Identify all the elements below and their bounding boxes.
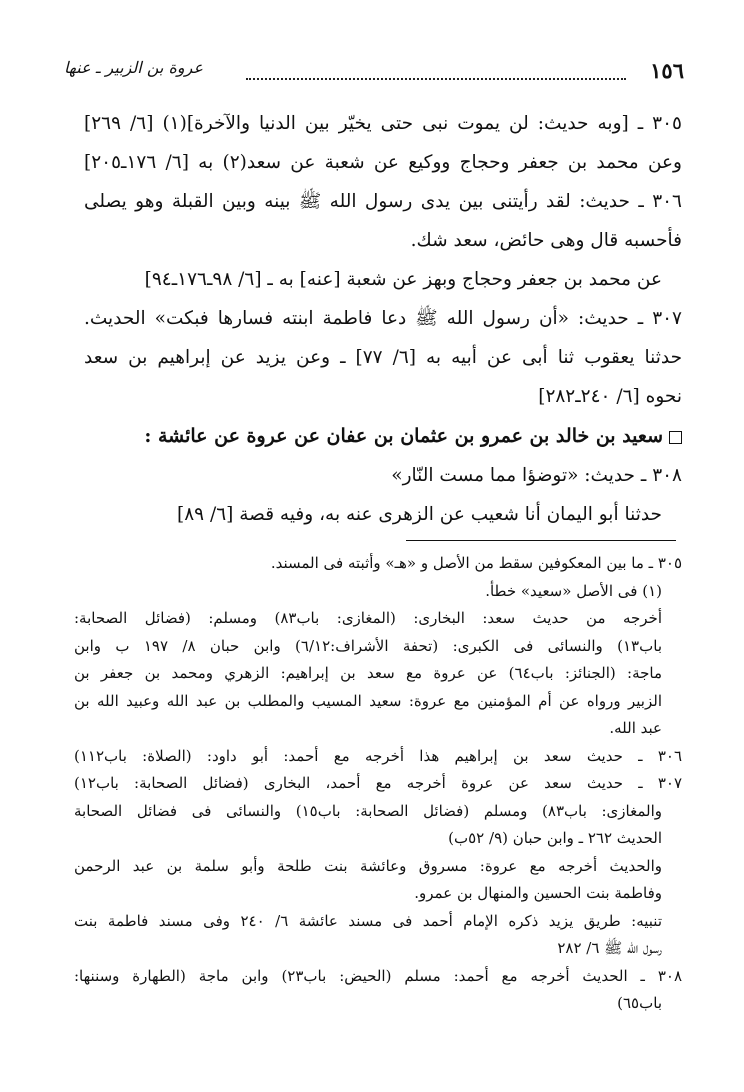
- text-line: ٣٠٥ ـ [وبه حديث: لن يموت نبى حتى يخيّر بين الدنيا والآخرة](١) [٦/ ٢٦٩]: [84, 113, 682, 134]
- text-line: نحوه [٦/ ٢٤٠ـ٢٨٢]: [538, 386, 682, 407]
- text-line: ٣٠٦ ـ حديث: لقد رأيتنى بين يدى رسول الله ﷺ بينه وبين القبلة وهو يصلى: [84, 191, 682, 212]
- footnote-line: باب٦٥): [617, 994, 662, 1012]
- footnote-line: وفاطمة بنت الحسين والمنهال بن عمرو.: [414, 884, 662, 902]
- text-line: وعن محمد بن جعفر وحجاج ووكيع عن شعبة عن سعد(٢) به [٦/ ١٧٦ـ٢٠٥]: [84, 152, 682, 173]
- footnote-line: ٣٠٧ ـ حديث سعد عن عروة أخرجه مع أحمد، البخارى (فضائل الصحابة: باب١٢): [74, 774, 682, 792]
- page-header: [64, 58, 684, 92]
- running-title: عروة بن الزبير ـ عنها: [64, 58, 204, 77]
- page-number: ١٥٦: [650, 58, 684, 83]
- footnote-line: الزبير ورواه عن أم المؤمنين مع عروة: سعيد المسيب والمطلب بن عبد الله وعبيد الله بن: [74, 691, 662, 710]
- text-line: ٣٠٨ ـ حديث: «توضؤا مما مست النّار»: [391, 465, 682, 486]
- footnotes: [74, 550, 682, 1018]
- square-bullet-icon: [669, 431, 682, 444]
- footnote-line: تنبيه: طريق يزيد ذكره الإمام أحمد فى مسند عائشة ٦/ ٢٤٠ وفى مسند فاطمة بنت: [74, 911, 662, 930]
- footnote-line: ٣٠٨ ـ الحديث أخرجه مع أحمد: مسلم (الحيض: باب٢٣) وابن ماجة (الطهارة وسننها:: [74, 966, 682, 985]
- footnote-line: والمغازى: باب٨٣) ومسلم (فضائل الصحابة: باب١٥) والنسائى فى فضائل الصحابة: [74, 801, 662, 820]
- footnote-line: رسول الله ﷺ ٦/ ٢٨٢: [557, 939, 662, 957]
- section-heading: [84, 416, 682, 456]
- footnote-line: الحديث ٢٦٢ ـ وابن حبان (٩/ ٥٢ب): [448, 829, 662, 847]
- footnote-line: ماجة: (الجنائز: باب٦٤) عن عروة مع سعد بن إبراهيم: الزهري ومحمد بن جعفر بن: [74, 664, 662, 682]
- text-line: ٣٠٧ ـ حديث: «أن رسول الله ﷺ دعا فاطمة ابنته فسارها فبكت» الحديث.: [84, 308, 682, 329]
- section-heading-text: سعيد بن خالد بن عمرو بن عثمان بن عفان عن عروة عن عائشة :: [144, 425, 663, 447]
- footnote-separator: [406, 540, 676, 541]
- footnote-line: عبد الله.: [609, 719, 662, 737]
- footnote-line: ٣٠٦ ـ حديث سعد بن إبراهيم هذا أخرجه مع أحمد: أبو داود: (الصلاة: باب١١٢): [74, 746, 682, 765]
- text-line: حدثنا أبو اليمان أنا شعيب عن الزهرى عنه به، وفيه قصة [٦/ ٨٩]: [176, 504, 662, 525]
- text-line: عن محمد بن جعفر وحجاج وبهز عن شعبة [عنه] به ـ [٦/ ٩٨ـ١٧٦ـ٩٤]: [144, 269, 662, 290]
- text-line: حدثنا يعقوب ثنا أبى عن أبيه به [٦/ ٧٧] ـ وعن يزيد عن إبراهيم بن سعد: [84, 347, 682, 368]
- footnote-line: باب١٣) والنسائى فى الكبرى: (تحفة الأشراف:٦/١٢) وابن حبان ٨/ ١٩٧ ب وابن: [74, 636, 662, 655]
- header-rule: [246, 78, 626, 80]
- text-line: فأحسبه قال وهى حائض، سعد شك.: [410, 230, 682, 251]
- main-text: [84, 104, 682, 534]
- footnote-line: ٣٠٥ ـ ما بين المعكوفين سقط من الأصل و «هـ» وأثبته فى المسند.: [270, 554, 682, 572]
- footnote-line: (١) فى الأصل «سعيد» خطأ.: [485, 581, 662, 600]
- footnote-line: والحديث أخرجه مع عروة: مسروق وعائشة بنت طلحة وأبو سلمة بن عبد الرحمن: [74, 856, 662, 875]
- footnote-line: أخرجه من حديث سعد: البخارى: (المغازى: باب٨٣) ومسلم: (فضائل الصحابة:: [74, 609, 662, 627]
